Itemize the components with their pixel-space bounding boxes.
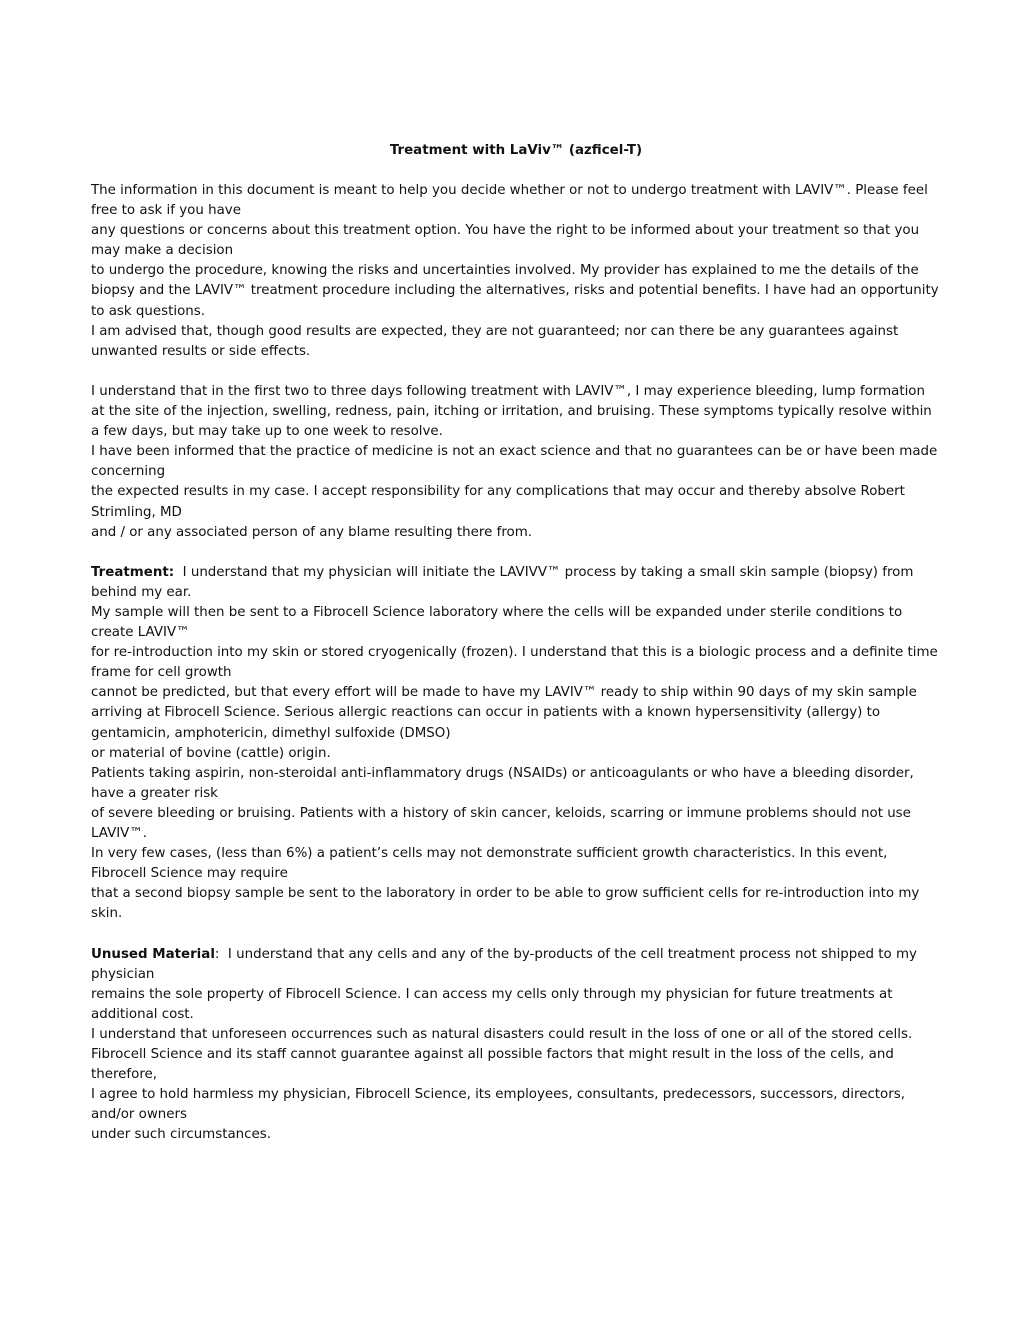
- unused-line: under such circumstances.: [91, 1127, 271, 1143]
- intro-line: The information in this document is meant to help you decide whether or not to undergo treatment with LAVIV™. Please feel free to ask if you have: [91, 183, 928, 219]
- document-title: Treatment with LaViv™ (azficel-T): [389, 143, 643, 158]
- unused-heading: Unused Material: [91, 946, 215, 962]
- side-effects-line: I understand that in the first two to three days following treatment with LAVIV™, I may experience bleeding, lump formation at the site of the injection, swelling, redness, pain, itching or irritation, and bruising. These symptoms typically resolve within a few days, but may take up to one week to resolve.: [91, 383, 932, 440]
- unused-line: I understand that unforeseen occurrences such as natural disasters could result in the loss of one or all of the stored cells.: [91, 1026, 913, 1042]
- intro-line: to undergo the procedure, knowing the risks and uncertainties involved. My provider has explained to me the details of the biopsy and the LAVIV™ treatment procedure including the alternatives, risks and potential benefits. I have had an opportunity to ask questions.: [91, 263, 939, 319]
- treatment-line: that a second biopsy sample be sent to the laboratory in order to be able to grow sufficient cells for re-introduction into my skin.: [91, 886, 920, 922]
- side-effects-line: the expected results in my case. I accept responsibility for any complications that may occur and thereby absolve Robert Strimling, MD: [91, 484, 905, 520]
- treatment-first-line-text: I understand that my physician will initiate the LAVIVV™ process by taking a small skin sample (biopsy) from behind my ear.: [91, 564, 918, 600]
- treatment-line: My sample will then be sent to a Fibrocell Science laboratory where the cells will be expanded under sterile conditions to create LAVIV™: [91, 604, 903, 641]
- treatment-heading: Treatment:: [91, 564, 175, 580]
- side-effects-line: I have been informed that the practice of medicine is not an exact science and that no guarantees can be or have been made concerning: [91, 444, 938, 480]
- unused-line: Fibrocell Science and its staff cannot guarantee against all possible factors that might result in the loss of the cells, and therefore,: [91, 1047, 894, 1083]
- unused-line: I agree to hold harmless my physician, Fibrocell Science, its employees, consultants, predecessors, successors, directors, and/or owners: [91, 1087, 905, 1123]
- intro-line: any questions or concerns about this treatment option. You have the right to be informed about your treatment so that you may make a decision: [91, 223, 920, 259]
- treatment-line: cannot be predicted, but that every effort will be made to have my LAVIV™ ready to ship within 90 days of my skin sample arriving at Fibrocell Science. Serious allergic reactions can occur in patients with a known hypersensitivity (allergy) to gentamicin, amphotericin, dimethyl sulfoxide (DMSO): [91, 685, 917, 741]
- treatment-line: for re-introduction into my skin or stored cryogenically (frozen). I understand that this is a biologic process and a definite time frame for cell growth: [91, 645, 938, 681]
- treatment-line: of severe bleeding or bruising. Patients with a history of skin cancer, keloids, scarring or immune problems should not use LAVIV™.: [91, 805, 911, 841]
- treatment-line: or material of bovine (cattle) origin.: [91, 745, 331, 761]
- side-effects-line: and / or any associated person of any blame resulting there from.: [91, 524, 533, 540]
- intro-section: [91, 181, 941, 362]
- document-page: [91, 141, 941, 1166]
- intro-line: I am advised that, though good results are expected, they are not guaranteed; nor can there be any guarantees against unwanted results or side effects.: [91, 323, 899, 359]
- treatment-section: [91, 563, 941, 925]
- unused-line: remains the sole property of Fibrocell Science. I can access my cells only through my physician for future treatments at additional cost.: [91, 986, 893, 1022]
- side-effects-section: [91, 382, 941, 543]
- treatment-first-line: [91, 563, 941, 603]
- treatment-line: Patients taking aspirin, non-steroidal anti-inflammatory drugs (NSAIDs) or anticoagulants or who have a bleeding disorder, have a greater risk: [91, 765, 914, 801]
- unused-first-line-text: : I understand that any cells and any of the by-products of the cell treatment process not shipped to my physician: [91, 946, 922, 982]
- treatment-line: In very few cases, (less than 6%) a patient’s cells may not demonstrate sufficient growth characteristics. In this event, Fibrocell Science may require: [91, 846, 888, 882]
- unused-material-section: [91, 945, 941, 1146]
- unused-first-line: [91, 945, 941, 985]
